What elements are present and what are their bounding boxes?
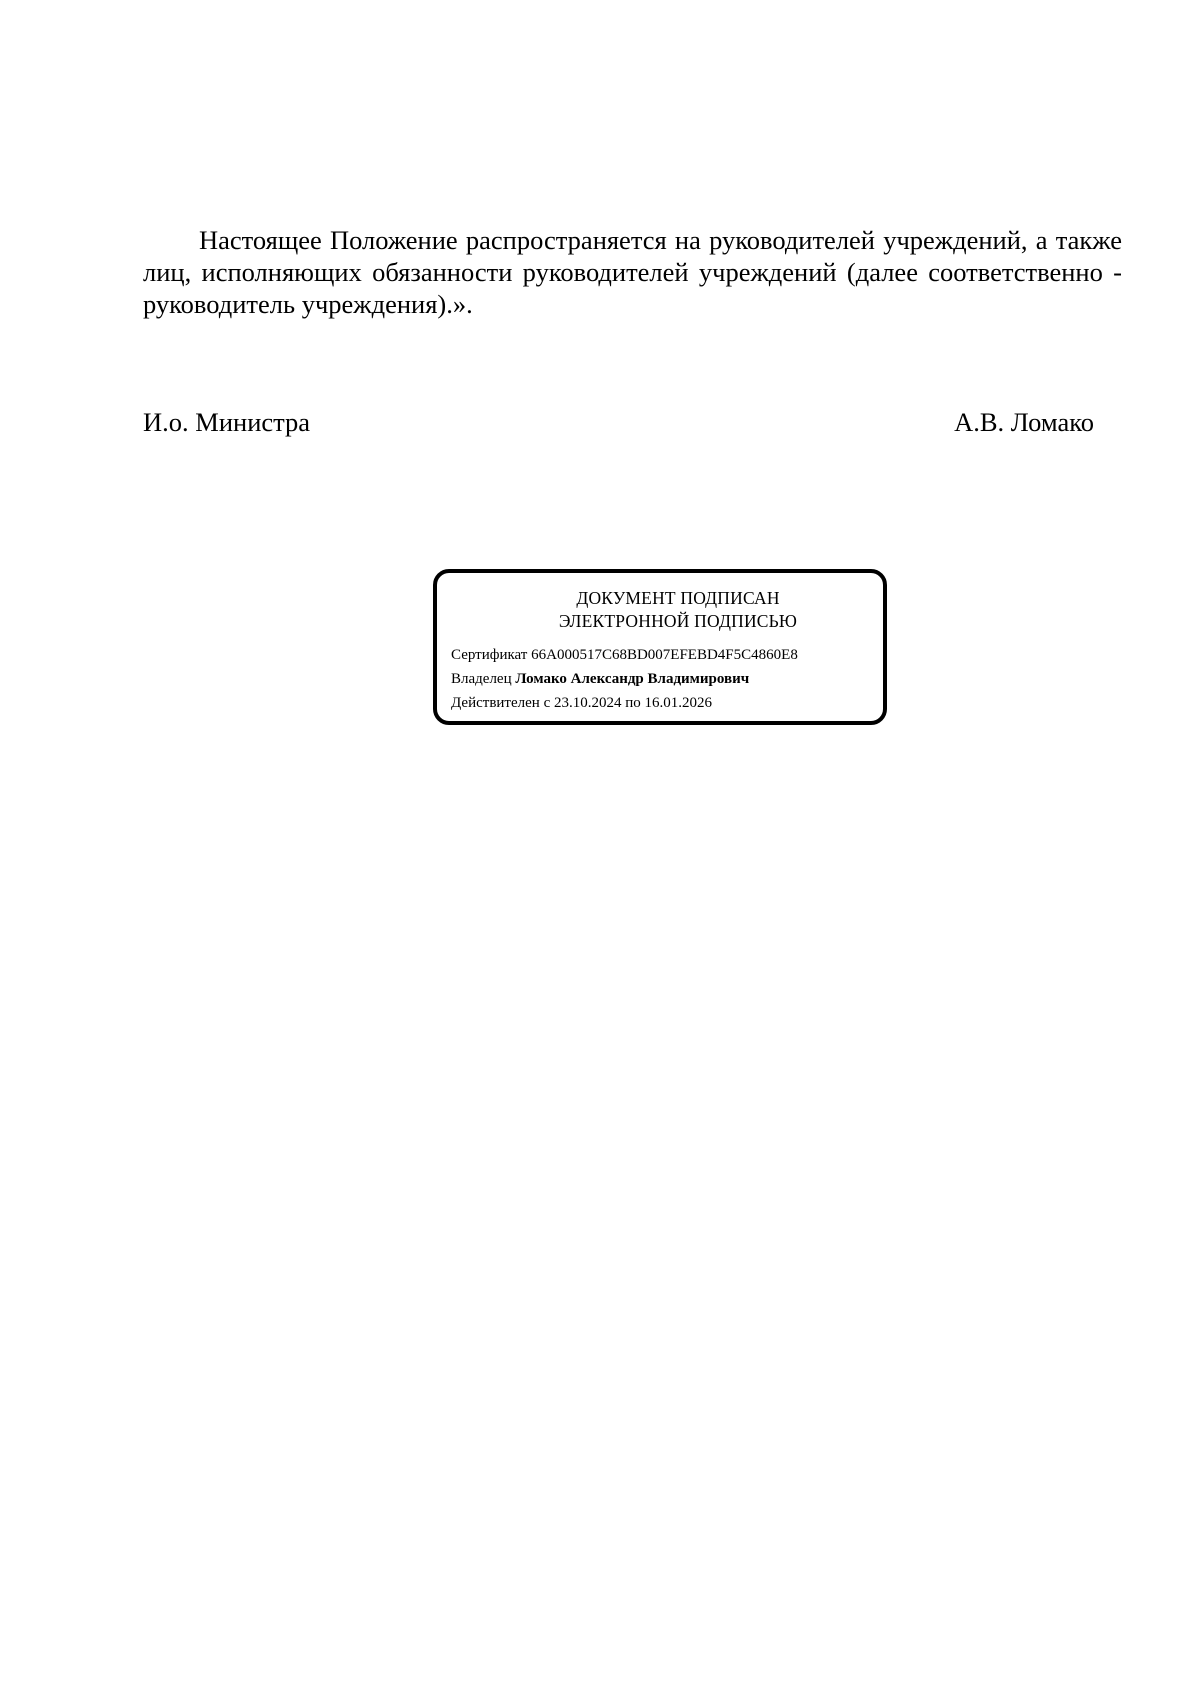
stamp-title (451, 587, 869, 633)
validity-line (451, 691, 869, 715)
stamp-title-line-2: ЭЛЕКТРОННОЙ ПОДПИСЬЮ (558, 611, 798, 631)
owner-label: Владелец (451, 671, 512, 687)
certificate-line (451, 643, 869, 667)
valid-from-prefix: с (543, 695, 551, 711)
owner-value: Ломако Александр Владимирович (515, 671, 750, 687)
valid-from: 23.10.2024 (553, 695, 622, 711)
owner-line (451, 667, 869, 691)
electronic-signature-stamp (433, 569, 887, 725)
valid-to-prefix: по (625, 695, 641, 711)
signature-row (143, 406, 1094, 438)
stamp-title-line-1: ДОКУМЕНТ ПОДПИСАН (576, 588, 780, 608)
body-paragraph: Настоящее Положение распространяется на руководителей учреждений, а также лиц, исполняющих обязанности руководителей учреждений (далее соответственно - руководитель учреждения).». (143, 225, 1122, 319)
signatory-name: А.В. Ломако (954, 407, 1094, 437)
stamp-details (451, 643, 869, 715)
certificate-value: 66A000517C68BD007EFEBD4F5C4860E8 (531, 647, 798, 663)
certificate-label: Сертификат (451, 647, 528, 663)
valid-label: Действителен (451, 695, 540, 711)
signatory-position: И.о. Министра (143, 407, 311, 437)
valid-to: 16.01.2026 (644, 695, 713, 711)
